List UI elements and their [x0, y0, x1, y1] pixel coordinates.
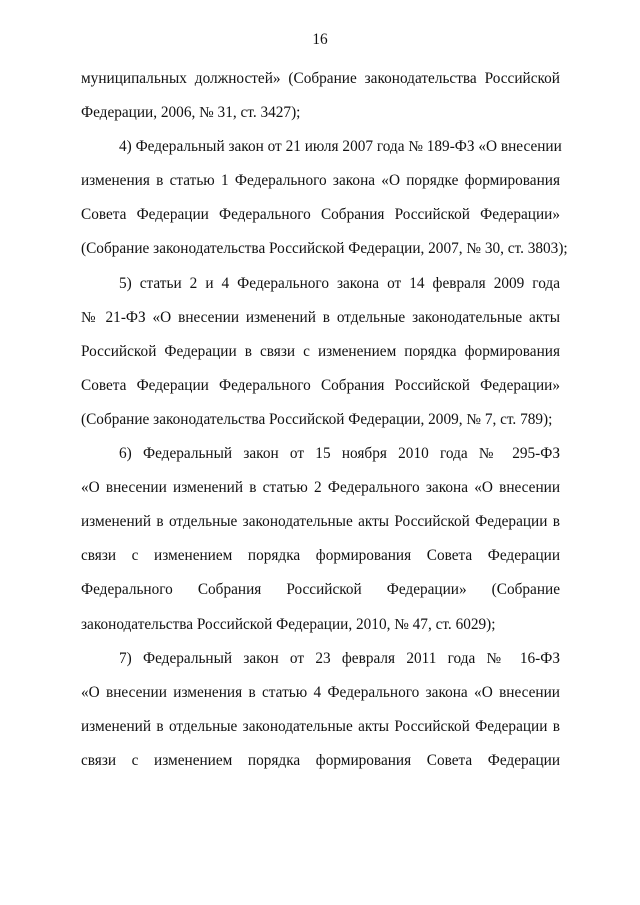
text-line: 5) статьи 2 и 4 Федерального закона от 14 февраля 2009 года — [119, 274, 560, 292]
text-line: Федерации, 2006, № 31, ст. 3427); — [81, 104, 301, 122]
text-line: изменений в отдельные законодательные акты Российской Федерации в — [81, 717, 560, 735]
text-line: Совета Федерации Федерального Собрания Российской Федерации» — [81, 206, 560, 224]
paragraph — [81, 62, 560, 130]
text-line: 7) Федеральный закон от 23 февраля 2011 года № 16-ФЗ — [119, 649, 560, 667]
text-line: связи с изменением порядка формирования Совета Федерации — [81, 751, 560, 769]
paragraph — [81, 130, 568, 266]
paragraph — [81, 437, 560, 642]
page-number: 16 — [312, 31, 328, 48]
paragraph — [81, 267, 560, 437]
paragraph — [81, 642, 560, 778]
text-line: 4) Федеральный закон от 21 июля 2007 года № 189-ФЗ «О внесении — [119, 138, 562, 156]
text-line: законодательства Российской Федерации, 2010, № 47, ст. 6029); — [81, 615, 496, 633]
text-line: (Собрание законодательства Российской Федерации, 2009, № 7, ст. 789); — [81, 410, 553, 428]
text-line: Федерального Собрания Российской Федерации» (Собрание — [81, 581, 560, 599]
text-line: 6) Федеральный закон от 15 ноября 2010 года № 295-ФЗ — [119, 445, 560, 463]
text-line: муниципальных должностей» (Собрание законодательства Российской — [81, 70, 560, 87]
text-line: связи с изменением порядка формирования Совета Федерации — [81, 547, 560, 565]
document-body — [81, 62, 568, 778]
text-line: «О внесении изменения в статью 4 Федерального закона «О внесении — [81, 683, 560, 701]
text-line: «О внесении изменений в статью 2 Федерального закона «О внесении — [81, 479, 560, 497]
text-line: Российской Федерации в связи с изменением порядка формирования — [81, 342, 560, 360]
text-line: (Собрание законодательства Российской Федерации, 2007, № 30, ст. 3803); — [81, 240, 568, 258]
text-line: Совета Федерации Федерального Собрания Российской Федерации» — [81, 376, 560, 394]
text-line: изменения в статью 1 Федерального закона «О порядке формирования — [81, 172, 560, 190]
text-line: изменений в отдельные законодательные акты Российской Федерации в — [81, 513, 560, 531]
text-line: № 21-ФЗ «О внесении изменений в отдельные законодательные акты — [81, 308, 560, 326]
